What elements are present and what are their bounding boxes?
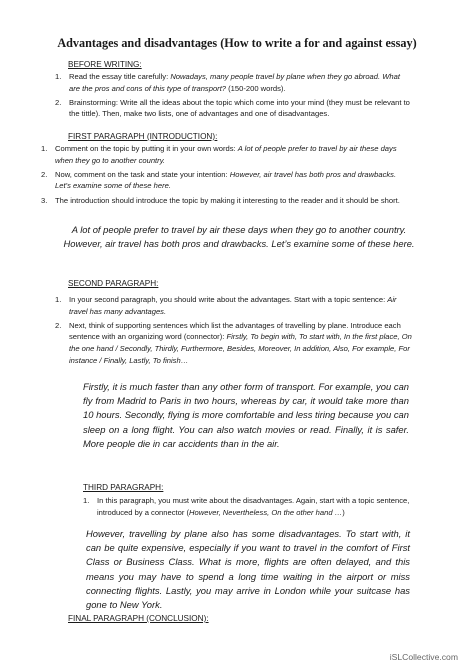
item-number: 1. — [83, 496, 90, 505]
list-item — [41, 143, 413, 166]
advantages-example: Firstly, it is much faster than any other form of transport. For example, you can fly from Madrid to Paris in two hours, whereas by car, it would take more than 10 hours. Secondly, flying is more comfortable and less tiring because you can sleep on a long flight. You can also watch movies or read. Finally, it is safer. More people die in car accidents than in the air. — [83, 381, 409, 449]
disadvantages-example: However, travelling by plane also has some disadvantages. To start with, it can be quite expensive, especially if you want to travel in the comfort of First Class or Business Class. What is more, flights are often delayed, and this means you may have to spend a long time waiting in the airport or miss connecting flights. Lastly, you may arrive in London while your suitcase has gone to New York. — [86, 528, 410, 611]
list-item — [41, 195, 413, 207]
item-italic-text: Air travel has many advantages. — [69, 295, 397, 316]
item-text: Brainstorming: Write all the ideas about the topic which come into your mind (they must be relevant to the tittle). Then, make two lists, one of advantages and one of disadvantages. — [69, 97, 410, 119]
first-paragraph-list — [41, 143, 413, 209]
item-number: 2. — [55, 97, 62, 107]
list-item — [55, 71, 413, 94]
item-italic-text: Nowadays, many people travel by plane when they go abroad. What are the pros and cons of this type of transport? — [69, 72, 400, 93]
list-item — [55, 320, 413, 366]
item-text: Next, think of supporting sentences which list the advantages of travelling by plane. Introduce each sentence with an organizing word (connector): — [69, 320, 401, 342]
page-title: Advantages and disadvantages (How to write a for and against essay) — [57, 36, 417, 50]
list-item — [83, 495, 413, 518]
item-number: 1. — [55, 72, 62, 81]
item-number: 1. — [41, 144, 48, 153]
item-text: In this paragraph, you must write about the disadvantages. Again, start with a topic sentence, introduced by a connector ( — [97, 496, 410, 517]
item-italic-text: However, Nevertheless, On the other hand … — [189, 507, 343, 517]
item-italic-text: However, air travel has both pros and drawbacks. Let’s examine some of these here. — [55, 169, 397, 191]
section-heading-first-paragraph: FIRST PARAGRAPH (INTRODUCTION): — [68, 132, 218, 141]
item-number: 1. — [55, 295, 62, 304]
site-watermark: iSLCollective.com — [389, 652, 458, 662]
second-paragraph-list — [55, 294, 413, 369]
item-text: Comment on the topic by putting it in your own words: — [55, 144, 238, 153]
introduction-example: A lot of people prefer to travel by air these days when they go to another country. However, air travel has both pros and drawbacks. Let’s examine some of these here. — [63, 224, 415, 250]
section-heading-third-paragraph: THIRD PARAGRAPH: — [83, 483, 164, 492]
item-text: Now, comment on the task and state your intention: — [55, 169, 230, 179]
before-writing-list — [55, 71, 413, 123]
list-item — [55, 294, 413, 317]
item-text: In your second paragraph, you should write about the advantages. Start with a topic sentence: — [69, 295, 388, 304]
item-italic-text: Firstly, To begin with, To start with, In the first place, On the one hand / Secondly, Thirdly, Furthermore, Besides, Moreover, In addition, Also, For example, For instance / Finally, Lastly, To finish… — [69, 332, 412, 365]
item-text: The introduction should introduce the topic by making it interesting to the reader and it should be short. — [55, 195, 400, 205]
section-heading-before-writing: BEFORE WRITING: — [68, 60, 142, 69]
third-paragraph-list — [83, 495, 413, 521]
item-text: Read the essay title carefully: — [69, 72, 171, 81]
item-text-end: (150-200 words). — [226, 83, 286, 93]
item-text-end: ) — [342, 507, 345, 517]
item-italic-text: A lot of people prefer to travel by air these days when they go to another country. — [55, 144, 397, 165]
item-number: 2. — [55, 320, 62, 330]
item-number: 3. — [41, 195, 48, 205]
section-heading-final-paragraph: FINAL PARAGRAPH (CONCLUSION): — [68, 614, 209, 623]
section-heading-second-paragraph: SECOND PARAGRAPH: — [68, 279, 159, 288]
list-item — [55, 97, 413, 120]
list-item — [41, 169, 413, 192]
item-number: 2. — [41, 169, 48, 179]
